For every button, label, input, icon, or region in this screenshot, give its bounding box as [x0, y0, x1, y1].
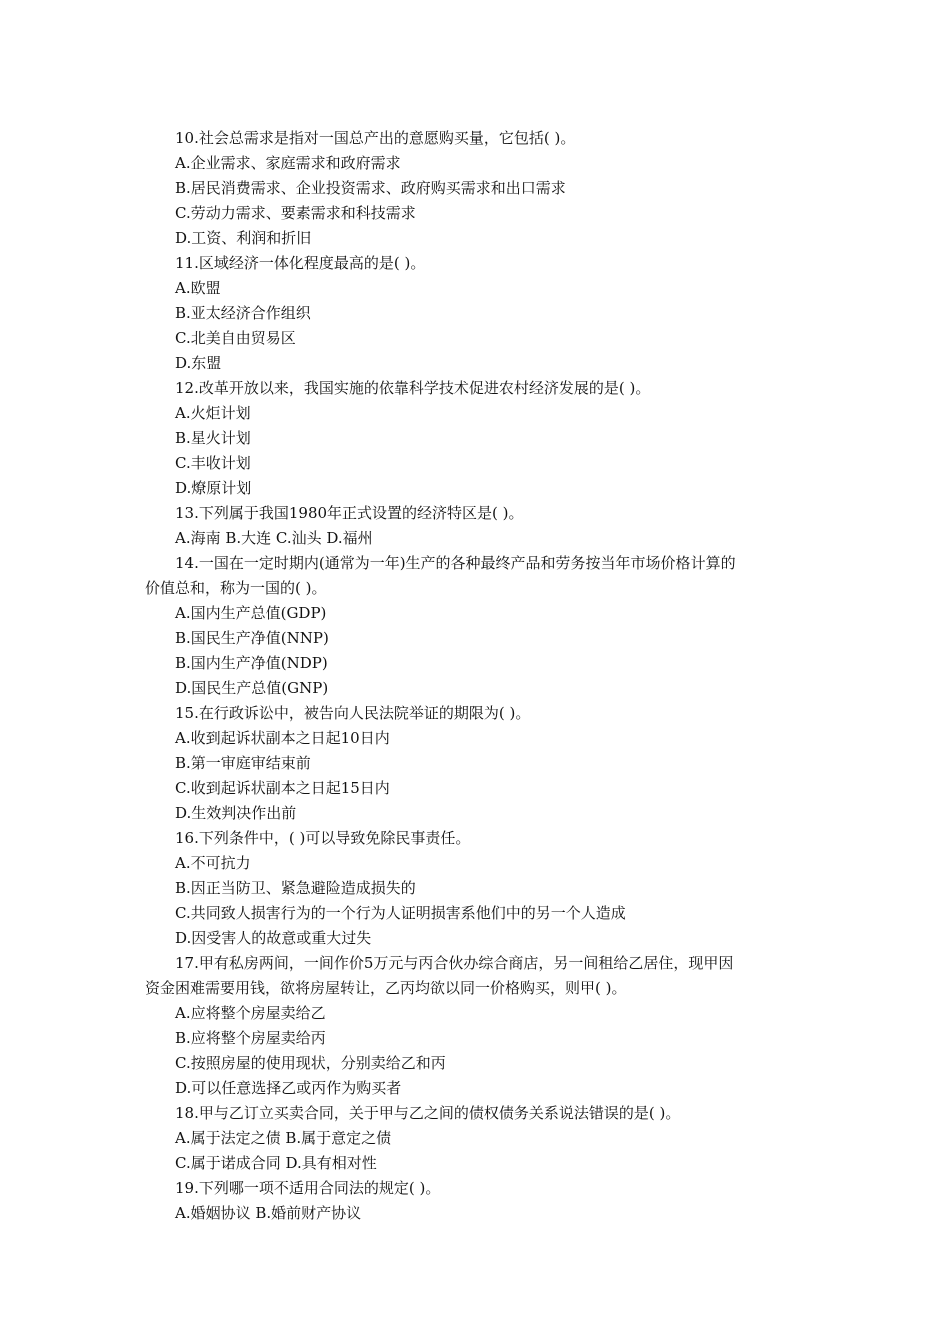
option-line: D.东盟: [175, 354, 222, 372]
question-list: [145, 126, 810, 1226]
option-line: B.因正当防卫、紧急避险造成损失的: [175, 879, 416, 897]
question-line: 16.下列条件中，( )可以导致免除民事责任。: [175, 829, 471, 847]
option-line: A.企业需求、家庭需求和政府需求: [175, 154, 401, 172]
option-line: B.居民消费需求、企业投资需求、政府购买需求和出口需求: [175, 179, 566, 197]
option-line: C.北美自由贸易区: [175, 329, 296, 347]
continuation-line: 价值总和，称为一国的( )。: [145, 579, 327, 597]
option-line: D.国民生产总值(GNP): [175, 679, 329, 697]
question-line: 15.在行政诉讼中，被告向人民法院举证的期限为( )。: [175, 704, 531, 722]
option-line: D.生效判决作出前: [175, 804, 297, 822]
option-line: A.不可抗力: [175, 854, 251, 872]
option-line: D.因受害人的故意或重大过失: [175, 929, 372, 947]
option-line: D.燎原计划: [175, 479, 252, 497]
option-line: D.可以任意选择乙或丙作为购买者: [175, 1079, 402, 1097]
question-line: 12.改革开放以来，我国实施的依靠科学技术促进农村经济发展的是( )。: [175, 379, 651, 397]
option-line: B.国内生产净值(NDP): [175, 654, 328, 672]
option-line: B.亚太经济合作组织: [175, 304, 311, 322]
question-line: 13.下列属于我国1980年正式设置的经济特区是( )。: [175, 504, 524, 522]
question-line: 11.区域经济一体化程度最高的是( )。: [175, 254, 426, 272]
question-line: 18.甲与乙订立买卖合同，关于甲与乙之间的债权债务关系说法错误的是( )。: [175, 1104, 681, 1122]
option-line: C.属于诺成合同 D.具有相对性: [175, 1154, 377, 1172]
question-line: 14.一国在一定时期内(通常为一年)生产的各种最终产品和劳务按当年市场价格计算的: [175, 554, 736, 572]
option-line: C.共同致人损害行为的一个行为人证明损害系他们中的另一个人造成: [175, 904, 626, 922]
option-line: D.工资、利润和折旧: [175, 229, 312, 247]
option-line: C.按照房屋的使用现状，分别卖给乙和丙: [175, 1054, 446, 1072]
option-line: B.应将整个房屋卖给丙: [175, 1029, 326, 1047]
option-line: C.收到起诉状副本之日起15日内: [175, 779, 390, 797]
option-line: C.劳动力需求、要素需求和科技需求: [175, 204, 416, 222]
option-line: A.海南 B.大连 C.汕头 D.福州: [175, 529, 373, 547]
continuation-line: 资金困难需要用钱，欲将房屋转让，乙丙均欲以同一价格购买，则甲( )。: [145, 979, 627, 997]
option-line: A.应将整个房屋卖给乙: [175, 1004, 326, 1022]
option-line: B.星火计划: [175, 429, 251, 447]
option-line: C.丰收计划: [175, 454, 251, 472]
option-line: A.属于法定之债 B.属于意定之债: [175, 1129, 392, 1147]
question-line: 17.甲有私房两间，一间作价5万元与丙合伙办综合商店，另一间租给乙居住，现甲因: [175, 954, 734, 972]
option-line: A.欧盟: [175, 279, 221, 297]
option-line: B.第一审庭审结束前: [175, 754, 311, 772]
question-line: 10.社会总需求是指对一国总产出的意愿购买量，它包括( )。: [175, 129, 576, 147]
option-line: B.国民生产净值(NNP): [175, 629, 329, 647]
option-line: A.婚姻协议 B.婚前财产协议: [175, 1204, 362, 1222]
option-line: A.国内生产总值(GDP): [175, 604, 327, 622]
option-line: A.收到起诉状副本之日起10日内: [175, 729, 390, 747]
question-line: 19.下列哪一项不适用合同法的规定( )。: [175, 1179, 441, 1197]
option-line: A.火炬计划: [175, 404, 251, 422]
